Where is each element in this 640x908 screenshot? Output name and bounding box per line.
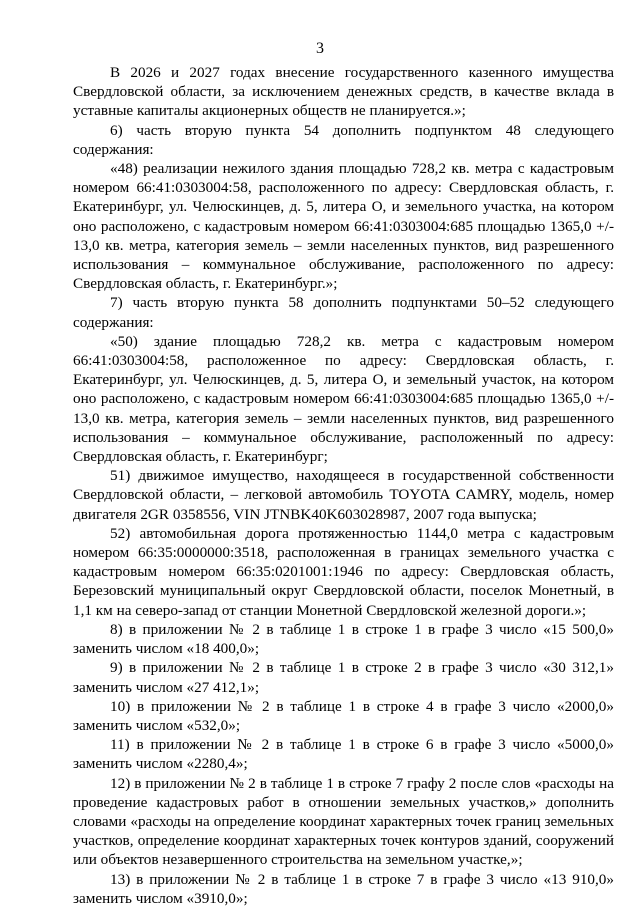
paragraph: 10) в приложении № 2 в таблице 1 в строке 4 в графе 3 число «2000,0» заменить числом «532,0»;: [73, 697, 614, 734]
paragraph: «50) здание площадью 728,2 кв. метра с кадастровым номером 66:41:0303004:58, расположенное по адресу: Свердловская область, г. Екатеринбург, ул. Челюскинцев, д. 5, литера О, и земельный участок, на котором оно расположено, с кадастровым номером 66:41:0303004:685 площадью 1365,0 +/- 13,0 кв. метра, категория земель – земли населенных пунктов, вид разрешенного использования – коммунальное обслуживание, расположенный по адресу: Свердловская область, г. Екатеринбург;: [73, 332, 614, 466]
paragraph: 52) автомобильная дорога протяженностью 1144,0 метра с кадастровым номером 66:35:0000000:3518, расположенная в границах земельного участка с кадастровым номером 66:35:0201001:1946 по адресу: Свердловская область, Березовский муниципальный округ Свердловской области, поселок Монетный, в 1,1 км на северо-запад от станции Монетной Свердловской железной дороги.»;: [73, 524, 614, 619]
paragraph: 7) часть вторую пункта 58 дополнить подпунктами 50–52 следующего содержания:: [73, 294, 614, 331]
paragraph: 51) движимое имущество, находящееся в государственной собственности Свердловской области, – легковой автомобиль TOYOTA CAMRY, модель, номер двигателя 2GR 0358556, VIN JTNBK40K603028987, 2007 года выпуска;: [73, 467, 614, 523]
paragraph: В 2026 и 2027 годах внесение государственного казенного имущества Свердловской области, за исключением денежных средств, в качестве вклада в уставные капиталы акционерных обществ не планируется.»;: [73, 64, 614, 120]
document-body: [73, 63, 614, 908]
paragraph: 6) часть вторую пункта 54 дополнить подпунктом 48 следующего содержания:: [73, 121, 614, 158]
paragraph: 12) в приложении № 2 в таблице 1 в строке 7 графу 2 после слов «расходы на проведение кадастровых работ в отношении земельных участков,» дополнить словами «расходы на определение координат характерных точек границ земельных участков, определение координат характерных точек контуров зданий, сооружений или объектов незавершенного строительства на земельном участке,»;: [73, 774, 614, 869]
paragraph: 8) в приложении № 2 в таблице 1 в строке 1 в графе 3 число «15 500,0» заменить числом «18 400,0»;: [73, 620, 614, 658]
paragraph: 13) в приложении № 2 в таблице 1 в строке 7 в графе 3 число «13 910,0» заменить числом «3910,0»;: [73, 870, 614, 907]
page-number: 3: [316, 40, 324, 57]
paragraph: «48) реализации нежилого здания площадью 728,2 кв. метра с кадастровым номером 66:41:0303004:58, расположенного по адресу: Свердловская область, г. Екатеринбург, ул. Челюскинцев, д. 5, литера О, и земельного участка, на котором оно расположено, с кадастровым номером 66:41:0303004:685 площадью 1365,0 +/- 13,0 кв. метра, категория земель – земли населенных пунктов, вид разрешенного использования – коммунальное обслуживание, расположенного по адресу: Свердловская область, г. Екатеринбург.»;: [73, 160, 614, 293]
paragraph: 9) в приложении № 2 в таблице 1 в строке 2 в графе 3 число «30 312,1» заменить числом «27 412,1»;: [73, 659, 614, 696]
paragraph: 11) в приложении № 2 в таблице 1 в строке 6 в графе 3 число «5000,0» заменить числом «2280,4»;: [73, 736, 614, 773]
